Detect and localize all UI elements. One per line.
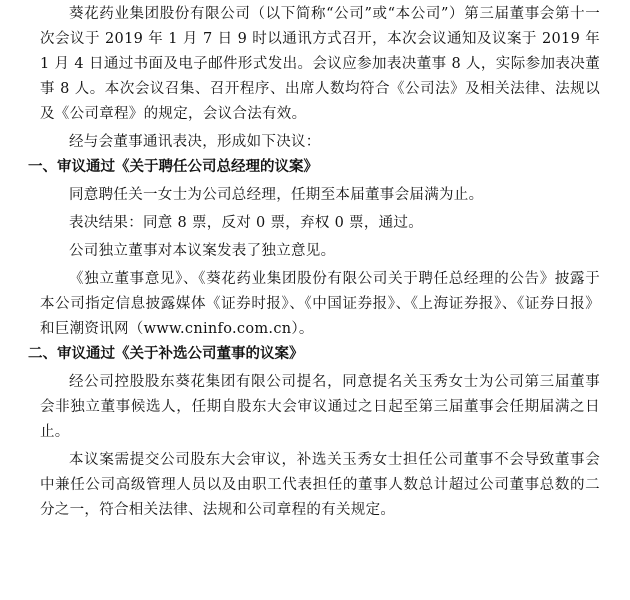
resolution-intro: 经与会董事通讯表决，形成如下决议： <box>69 134 321 150</box>
section-1-heading: 一、审议通过《关于聘任公司总经理的议案》 <box>28 159 318 175</box>
section-2-paragraph-1: 经公司控股股东葵花集团有限公司提名，同意提名关玉秀女士为公司第三届董事会非独立董事候选人，任期自股东大会审议通过之日起至第三届董事会任期届满之日止。 <box>40 374 600 440</box>
section-2-heading: 二、审议通过《关于补选公司董事的议案》 <box>28 346 304 362</box>
section-1-paragraph-4: 《独立董事意见》、《葵花药业集团股份有限公司关于聘任总经理的公告》披露于本公司指定信息披露媒体《证券时报》、《中国证券报》、《上海证券报》、《证券日报》和巨潮资讯网（www.cninfo.com.cn）。 <box>40 271 600 337</box>
intro-paragraph: 葵花药业集团股份有限公司（以下简称“公司”或“本公司”）第三届董事会第十一次会议于 2019 年 1 月 7 日 9 时以通讯方式召开，本次会议通知及议案于 2019 年 1 月 4 日通过书面及电子邮件形式发出。会议应参加表决董事 8 人，实际参加表决董事 8 人。本次会议召集、召开程序、出席人数均符合《公司法》及相关法律、法规以及《公司章程》的规定，会议合法有效。 <box>40 6 600 122</box>
section-1-vote-result: 表决结果：同意 8 票，反对 0 票，弃权 0 票，通过。 <box>69 215 424 231</box>
section-2-paragraph-2: 本议案需提交公司股东大会审议，补选关玉秀女士担任公司董事不会导致董事会中兼任公司高级管理人员以及由职工代表担任的董事人数总计超过公司董事总数的二分之一，符合相关法律、法规和公司章程的有关规定。 <box>40 452 600 518</box>
section-1-paragraph-3: 公司独立董事对本议案发表了独立意见。 <box>69 243 336 259</box>
section-1-paragraph-1: 同意聘任关一女士为公司总经理，任期至本届董事会届满为止。 <box>69 187 484 203</box>
